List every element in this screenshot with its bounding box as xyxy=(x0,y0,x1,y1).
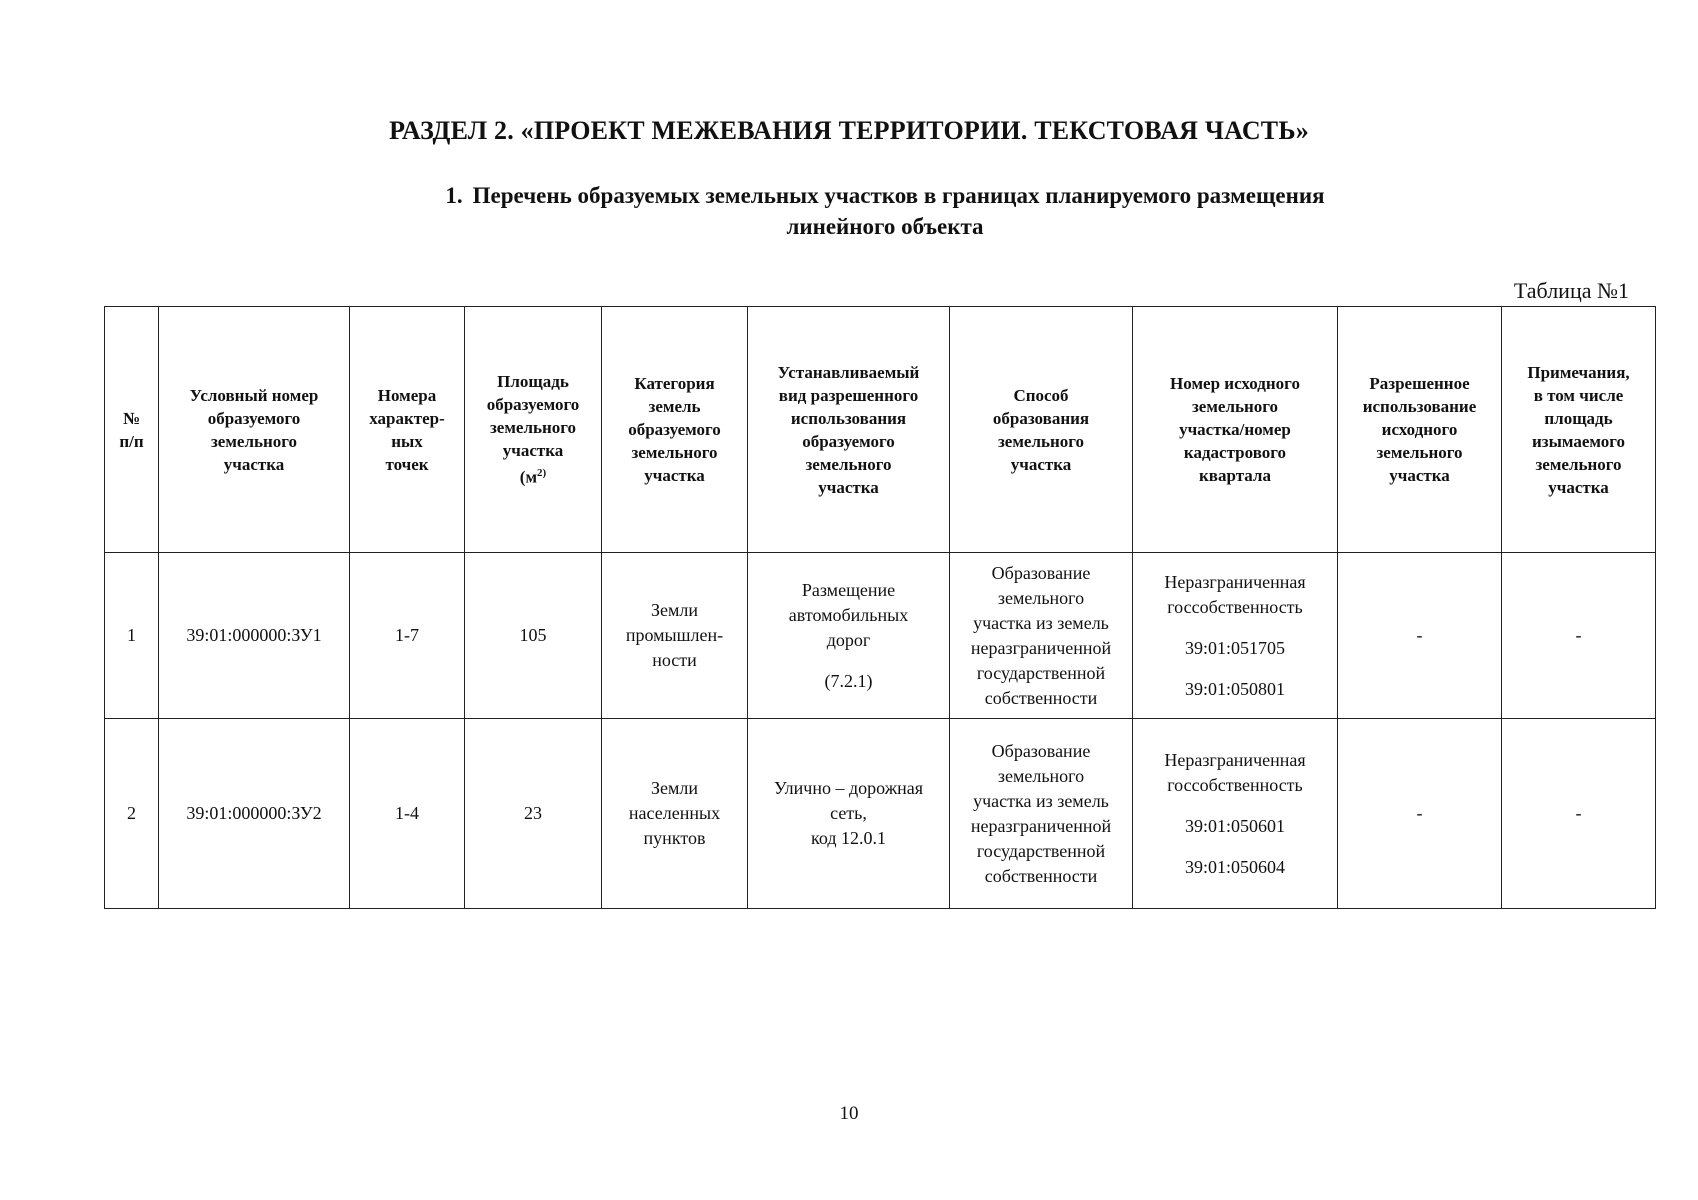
header-notes: Примечания, в том числе площадь изымаемого земельного участка xyxy=(1502,307,1656,553)
area-unit: ($м^{2)}$ xyxy=(519,467,547,487)
header-conditional-number: Условный номер образуемого земельного участка xyxy=(159,307,350,553)
header-permitted-use: Устанавливаемый вид разрешенного использования образуемого земельного участка xyxy=(748,307,950,553)
cell-num: 2 xyxy=(105,719,159,909)
subsection-title-line2: линейного объекта xyxy=(786,214,984,239)
page-number: 10 xyxy=(839,1103,859,1124)
cell-conditional-number: 39:01:000000:ЗУ2 xyxy=(159,719,350,909)
table-caption: Таблица №1 xyxy=(1513,278,1629,303)
subsection-title-line1: Перечень образуемых земельных участков в границах планируемого размещения xyxy=(472,183,1325,208)
cell-permitted-use: Размещение автомобильных дорог (7.2.1) xyxy=(748,553,950,719)
subsection-number: 1. xyxy=(445,183,463,208)
cell-formation-method: Образование земельного участка из земель неразграниченной государственной собственности xyxy=(950,553,1133,719)
cell-area: 105 xyxy=(465,553,602,719)
header-area: Площадь образуемого земельного участка ($м^{2)}$ xyxy=(465,307,602,553)
subsection-title xyxy=(330,180,1440,242)
table-row xyxy=(105,553,1656,719)
cell-category: Земли населенных пунктов xyxy=(602,719,748,909)
cell-source-plot: Неразграниченная госсобственность 39:01:050601 39:01:050604 xyxy=(1133,719,1338,909)
cell-category: Земли промышлен- ности xyxy=(602,553,748,719)
table-row xyxy=(105,719,1656,909)
cell-area: 23 xyxy=(465,719,602,909)
table-header-row xyxy=(105,307,1656,553)
cell-num: 1 xyxy=(105,553,159,719)
cell-points: 1-7 xyxy=(350,553,465,719)
header-points: Номера характер- ных точек xyxy=(350,307,465,553)
cell-conditional-number: 39:01:000000:ЗУ1 xyxy=(159,553,350,719)
cell-source-permitted-use: - xyxy=(1338,719,1502,909)
cell-notes: - xyxy=(1502,553,1656,719)
cell-formation-method: Образование земельного участка из земель неразграниченной государственной собственности xyxy=(950,719,1133,909)
header-formation-method: Способ образования земельного участка xyxy=(950,307,1133,553)
cell-permitted-use: Улично – дорожная сеть, код 12.0.1 xyxy=(748,719,950,909)
land-plots-table xyxy=(104,306,1656,909)
cell-source-permitted-use: - xyxy=(1338,553,1502,719)
cell-source-plot: Неразграниченная госсобственность 39:01:051705 39:01:050801 xyxy=(1133,553,1338,719)
cell-points: 1-4 xyxy=(350,719,465,909)
cell-notes: - xyxy=(1502,719,1656,909)
header-category: Категория земель образуемого земельного участка xyxy=(602,307,748,553)
section-title: РАЗДЕЛ 2. «ПРОЕКТ МЕЖЕВАНИЯ ТЕРРИТОРИИ. ТЕКСТОВАЯ ЧАСТЬ» xyxy=(389,116,1309,145)
header-source-plot: Номер исходного земельного участка/номер кадастрового квартала xyxy=(1133,307,1338,553)
header-num: № п/п xyxy=(105,307,159,553)
header-source-permitted-use: Разрешенное использование исходного земельного участка xyxy=(1338,307,1502,553)
